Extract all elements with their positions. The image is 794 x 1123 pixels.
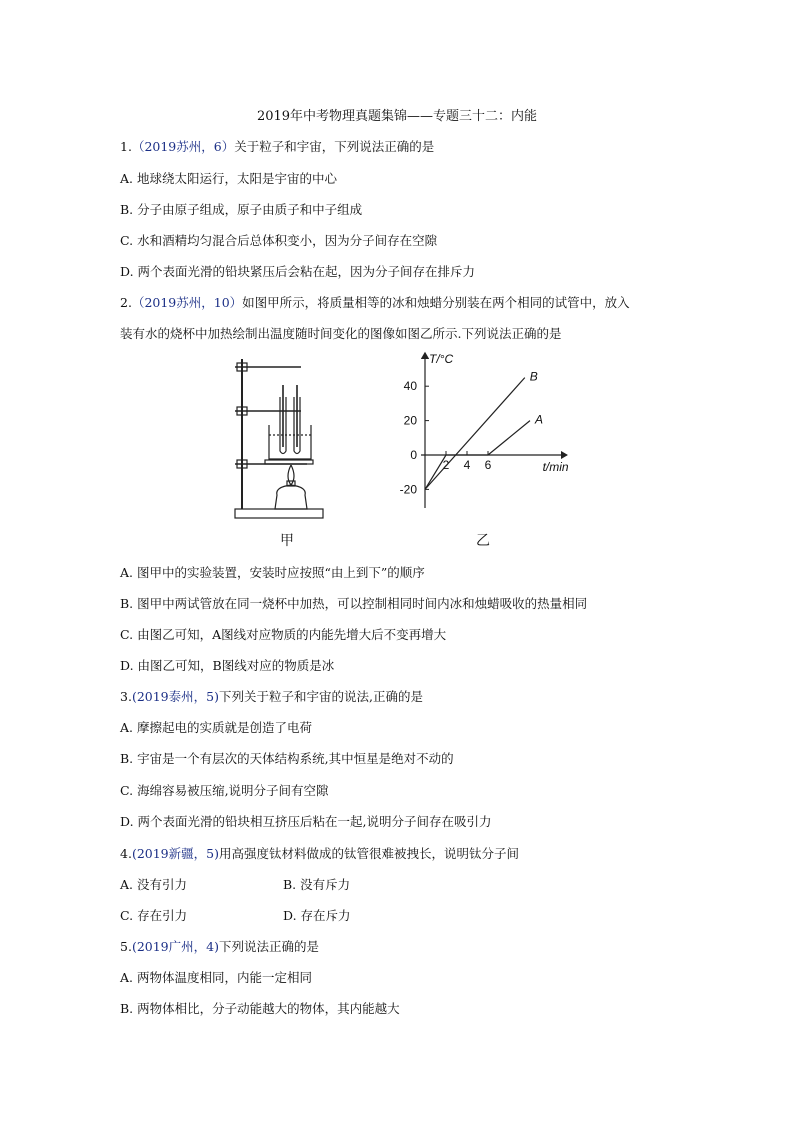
x-tick-label-2: 2 bbox=[442, 458, 450, 472]
question-3-option-a: A. 摩擦起电的实质就是创造了电荷 bbox=[120, 720, 312, 735]
question-4-option-b: B. 没有斥力 bbox=[283, 877, 351, 892]
temperature-time-chart bbox=[385, 345, 590, 530]
y-tick-label-0: 0 bbox=[410, 448, 417, 462]
figure-b-label: 乙 bbox=[476, 533, 490, 549]
series-label-B: B bbox=[529, 369, 538, 384]
question-4-source: (2019新疆，5) bbox=[131, 846, 219, 861]
question-4-option-a: A. 没有引力 bbox=[120, 877, 187, 892]
question-2-option-c: C. 由图乙可知，A图线对应物质的内能先增大后不变再增大 bbox=[120, 627, 447, 642]
apparatus-figure bbox=[225, 355, 365, 550]
question-5-option-b: B. 两物体相比，分子动能越大的物体，其内能越大 bbox=[120, 1001, 400, 1016]
question-4-option-d: D. 存在斥力 bbox=[283, 908, 351, 923]
question-3-stem: 3.(2019泰州，5)下列关于粒子和宇宙的说法,正确的是 bbox=[120, 689, 423, 704]
series-label-A: A bbox=[535, 412, 544, 427]
question-2-source: （2019苏州，10） bbox=[131, 295, 243, 310]
series-line-B bbox=[425, 378, 525, 490]
y-tick-label-20: 20 bbox=[403, 413, 417, 428]
question-4-option-c: C. 存在引力 bbox=[120, 908, 188, 923]
figure-a-label: 甲 bbox=[280, 533, 294, 549]
x-tick-label-4: 4 bbox=[463, 458, 471, 472]
question-2-stem: 2.（2019苏州，10）如图甲所示，将质量相等的冰和烛蜡分别装在两个相同的试管中，放入 bbox=[120, 295, 630, 310]
question-2-option-d: D. 由图乙可知，B图线对应的物质是冰 bbox=[120, 658, 335, 673]
question-3-option-d: D. 两个表面光滑的铅块相互挤压后粘在一起,说明分子间存在吸引力 bbox=[120, 814, 492, 829]
question-1-source: （2019苏州，6） bbox=[131, 139, 235, 154]
x-tick-label-6: 6 bbox=[484, 458, 492, 472]
question-2-stem-continued: 装有水的烧杯中加热绘制出温度随时间变化的图像如图乙所示.下列说法正确的是 bbox=[120, 326, 562, 341]
question-5-source: (2019广州，4) bbox=[131, 939, 219, 954]
question-2-option-a: A. 图甲中的实验装置，安装时应按照“由上到下”的顺序 bbox=[120, 565, 425, 580]
y-axis-label: T/°C bbox=[429, 352, 454, 366]
question-5-stem: 5.(2019广州，4)下列说法正确的是 bbox=[120, 939, 319, 954]
question-3-source: (2019泰州，5) bbox=[131, 689, 219, 704]
question-1-option-b: B. 分子由原子组成，原子由质子和中子组成 bbox=[120, 202, 363, 217]
y-tick-label-40: 40 bbox=[403, 379, 417, 394]
flame bbox=[288, 465, 294, 485]
question-1-option-c: C. 水和酒精均匀混合后总体积变小，因为分子间存在空隙 bbox=[120, 233, 438, 248]
page-title: 2019年中考物理真题集锦——专题三十二：内能 bbox=[256, 109, 538, 124]
question-2-option-b: B. 图甲中两试管放在同一烧杯中加热，可以控制相同时间内冰和烛蜡吸收的热量相同 bbox=[120, 596, 588, 611]
beaker bbox=[269, 425, 311, 459]
question-1-stem: 1.（2019苏州，6）关于粒子和宇宙，下列说法正确的是 bbox=[120, 139, 435, 154]
y-tick-label--20: -20 bbox=[399, 482, 417, 497]
question-1-option-a: A. 地球绕太阳运行，太阳是宇宙的中心 bbox=[120, 171, 337, 186]
question-3-option-c: C. 海绵容易被压缩,说明分子间有空隙 bbox=[120, 783, 329, 798]
question-5-option-a: A. 两物体温度相同，内能一定相同 bbox=[120, 970, 312, 985]
alcohol-lamp bbox=[275, 485, 307, 509]
question-4-stem: 4.(2019新疆，5)用高强度钛材料做成的钛管很难被拽长，说明钛分子间 bbox=[120, 846, 519, 861]
stand-base bbox=[235, 509, 323, 518]
x-axis-label: t/min bbox=[542, 460, 569, 474]
question-1-option-d: D. 两个表面光滑的铅块紧压后会粘在起，因为分子间存在排斥力 bbox=[120, 264, 476, 279]
question-3-option-b: B. 宇宙是一个有层次的天体结构系统,其中恒星是绝对不动的 bbox=[120, 751, 454, 766]
